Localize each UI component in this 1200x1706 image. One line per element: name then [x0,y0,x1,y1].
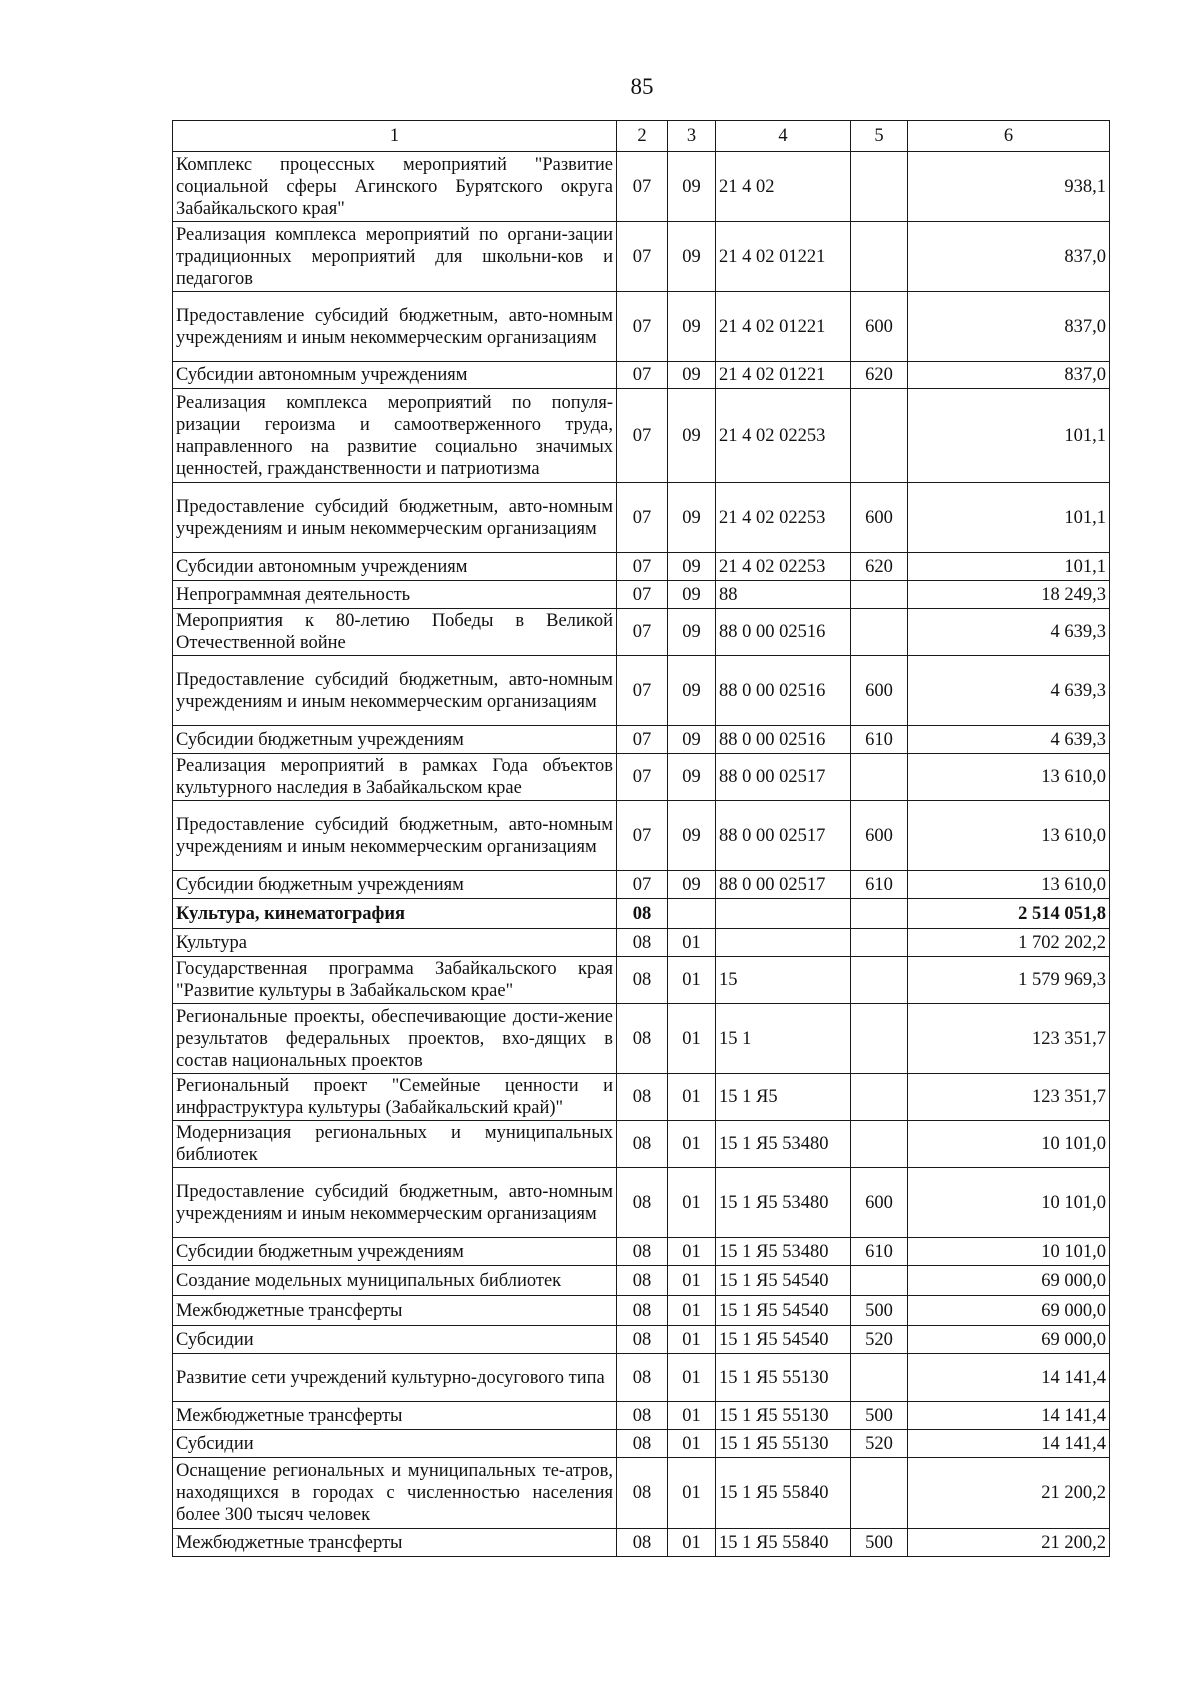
row-section-cell: 07 [617,222,668,292]
row-section-cell: 07 [617,362,668,389]
row-subsection-cell [668,899,716,929]
row-amount-cell: 69 000,0 [908,1326,1110,1354]
row-expense-type-cell [851,609,908,656]
row-section-cell: 08 [617,1004,668,1074]
row-amount-cell: 2 514 051,8 [908,899,1110,929]
row-section-cell: 08 [617,1354,668,1402]
table-row [173,899,1110,929]
row-subsection-cell: 01 [668,1354,716,1402]
row-amount-cell: 18 249,3 [908,581,1110,609]
row-subsection-cell: 09 [668,389,716,483]
table-row [173,1266,1110,1296]
table-row [173,1326,1110,1354]
table-row [173,581,1110,609]
row-section-cell: 07 [617,389,668,483]
row-expense-type-cell: 520 [851,1430,908,1458]
table-row [173,754,1110,801]
row-target-article-cell: 88 0 00 02516 [716,609,851,656]
row-subsection-cell: 09 [668,553,716,581]
row-target-article-cell: 88 0 00 02517 [716,801,851,871]
row-expense-type-cell [851,754,908,801]
row-target-article-cell: 15 1 Я5 54540 [716,1326,851,1354]
row-amount-cell: 14 141,4 [908,1430,1110,1458]
row-expense-type-cell [851,1121,908,1168]
row-section-cell: 08 [617,899,668,929]
row-expense-type-cell: 600 [851,292,908,362]
row-name-cell: Развитие сети учреждений культурно-досугового типа [173,1354,617,1402]
row-subsection-cell: 01 [668,1121,716,1168]
row-target-article-cell: 15 1 Я5 55840 [716,1458,851,1529]
row-subsection-cell: 09 [668,656,716,726]
row-expense-type-cell [851,1074,908,1121]
row-subsection-cell: 01 [668,1168,716,1238]
table-row [173,1402,1110,1430]
table-row [173,726,1110,754]
table-row [173,1430,1110,1458]
row-expense-type-cell: 610 [851,871,908,899]
row-name-cell: Региональные проекты, обеспечивающие дости-жение результатов федеральных проектов, вхо-дящих в состав национальных проектов [173,1004,617,1074]
column-header: 4 [716,121,851,152]
row-name-cell: Межбюджетные трансферты [173,1529,617,1557]
row-target-article-cell: 88 0 00 02516 [716,656,851,726]
column-header: 6 [908,121,1110,152]
row-subsection-cell: 09 [668,801,716,871]
row-target-article-cell: 15 1 [716,1004,851,1074]
row-target-article-cell: 21 4 02 01221 [716,292,851,362]
row-amount-cell: 837,0 [908,362,1110,389]
row-subsection-cell: 01 [668,957,716,1004]
row-amount-cell: 101,1 [908,389,1110,483]
row-amount-cell: 69 000,0 [908,1266,1110,1296]
row-expense-type-cell: 500 [851,1529,908,1557]
row-target-article-cell: 15 1 Я5 53480 [716,1168,851,1238]
row-name-cell: Реализация мероприятий в рамках Года объектов культурного наследия в Забайкальском крае [173,754,617,801]
row-section-cell: 08 [617,929,668,957]
column-number-row [173,121,1110,152]
row-amount-cell: 123 351,7 [908,1004,1110,1074]
row-target-article-cell: 15 [716,957,851,1004]
row-amount-cell: 4 639,3 [908,656,1110,726]
row-section-cell: 08 [617,1402,668,1430]
row-name-cell: Оснащение региональных и муниципальных те-атров, находящихся в городах с численностью населения более 300 тысяч человек [173,1458,617,1529]
row-target-article-cell [716,899,851,929]
page-number: 85 [630,74,654,99]
row-amount-cell: 123 351,7 [908,1074,1110,1121]
row-name-cell: Субсидии автономным учреждениям [173,553,617,581]
row-amount-cell: 21 200,2 [908,1529,1110,1557]
row-target-article-cell [716,929,851,957]
row-amount-cell: 14 141,4 [908,1402,1110,1430]
row-expense-type-cell: 600 [851,801,908,871]
row-section-cell: 08 [617,1458,668,1529]
row-amount-cell: 4 639,3 [908,726,1110,754]
table-row [173,609,1110,656]
row-section-cell: 08 [617,957,668,1004]
row-expense-type-cell [851,1004,908,1074]
row-expense-type-cell: 600 [851,483,908,553]
row-section-cell: 08 [617,1121,668,1168]
table-body [173,152,1110,1557]
row-name-cell: Субсидии [173,1326,617,1354]
table-row [173,957,1110,1004]
row-section-cell: 07 [617,152,668,222]
row-amount-cell: 13 610,0 [908,801,1110,871]
table-row [173,1074,1110,1121]
row-target-article-cell: 15 1 Я5 53480 [716,1121,851,1168]
row-section-cell: 07 [617,801,668,871]
table-row [173,1354,1110,1402]
row-name-cell: Предоставление субсидий бюджетным, авто-номным учреждениям и иным некоммерческим организациям [173,1168,617,1238]
row-name-cell: Субсидии бюджетным учреждениям [173,726,617,754]
table-row [173,1004,1110,1074]
row-subsection-cell: 01 [668,1326,716,1354]
row-expense-type-cell: 520 [851,1326,908,1354]
row-section-cell: 07 [617,609,668,656]
row-amount-cell: 837,0 [908,292,1110,362]
row-expense-type-cell: 610 [851,726,908,754]
row-section-cell: 08 [617,1430,668,1458]
row-subsection-cell: 09 [668,362,716,389]
row-expense-type-cell: 500 [851,1296,908,1326]
row-section-cell: 07 [617,553,668,581]
row-expense-type-cell: 600 [851,656,908,726]
row-amount-cell: 10 101,0 [908,1121,1110,1168]
row-expense-type-cell [851,899,908,929]
row-name-cell: Межбюджетные трансферты [173,1296,617,1326]
row-section-cell: 07 [617,726,668,754]
row-amount-cell: 13 610,0 [908,871,1110,899]
row-target-article-cell: 21 4 02 02253 [716,389,851,483]
table-row [173,362,1110,389]
row-name-cell: Предоставление субсидий бюджетным, авто-номным учреждениям и иным некоммерческим организациям [173,801,617,871]
row-subsection-cell: 01 [668,1458,716,1529]
row-name-cell: Модернизация региональных и муниципальных библиотек [173,1121,617,1168]
row-section-cell: 08 [617,1168,668,1238]
column-header: 2 [617,121,668,152]
row-subsection-cell: 09 [668,726,716,754]
table-row [173,483,1110,553]
column-header: 1 [173,121,617,152]
row-target-article-cell: 21 4 02 02253 [716,483,851,553]
row-target-article-cell: 15 1 Я5 55130 [716,1354,851,1402]
table-row [173,1121,1110,1168]
row-amount-cell: 10 101,0 [908,1238,1110,1266]
row-target-article-cell: 88 0 00 02516 [716,726,851,754]
row-target-article-cell: 88 [716,581,851,609]
row-subsection-cell: 01 [668,1238,716,1266]
row-name-cell: Реализация комплекса мероприятий по органи-зации традиционных мероприятий для школьни-ков и педагогов [173,222,617,292]
row-name-cell: Комплекс процессных мероприятий "Развитие социальной сферы Агинского Бурятского округа Забайкальского края" [173,152,617,222]
row-amount-cell: 938,1 [908,152,1110,222]
row-amount-cell: 4 639,3 [908,609,1110,656]
row-subsection-cell: 09 [668,581,716,609]
row-subsection-cell: 01 [668,1266,716,1296]
row-amount-cell: 69 000,0 [908,1296,1110,1326]
row-subsection-cell: 01 [668,1529,716,1557]
row-expense-type-cell [851,1354,908,1402]
row-expense-type-cell [851,1458,908,1529]
row-name-cell: Культура, кинематография [173,899,617,929]
row-amount-cell: 13 610,0 [908,754,1110,801]
row-expense-type-cell [851,929,908,957]
row-amount-cell: 837,0 [908,222,1110,292]
row-amount-cell: 1 579 969,3 [908,957,1110,1004]
row-subsection-cell: 09 [668,871,716,899]
row-section-cell: 07 [617,581,668,609]
row-name-cell: Мероприятия к 80-летию Победы в Великой Отечественной войне [173,609,617,656]
table-row [173,1529,1110,1557]
row-section-cell: 07 [617,871,668,899]
row-name-cell: Межбюджетные трансферты [173,1402,617,1430]
row-name-cell: Реализация комплекса мероприятий по популя-ризации героизма и самоотверженного труда, направленного на развитие социально значимых ценностей, гражданственности и патриотизма [173,389,617,483]
row-expense-type-cell [851,222,908,292]
row-expense-type-cell: 500 [851,1402,908,1430]
row-name-cell: Субсидии автономным учреждениям [173,362,617,389]
row-subsection-cell: 09 [668,292,716,362]
row-target-article-cell: 15 1 Я5 55130 [716,1402,851,1430]
row-expense-type-cell [851,581,908,609]
row-section-cell: 07 [617,656,668,726]
row-section-cell: 08 [617,1266,668,1296]
table-row [173,222,1110,292]
row-target-article-cell: 21 4 02 01221 [716,222,851,292]
row-name-cell: Предоставление субсидий бюджетным, авто-номным учреждениям и иным некоммерческим организациям [173,656,617,726]
row-target-article-cell: 15 1 Я5 53480 [716,1238,851,1266]
row-expense-type-cell: 620 [851,362,908,389]
table-row [173,929,1110,957]
column-header: 5 [851,121,908,152]
row-section-cell: 08 [617,1326,668,1354]
table-row [173,292,1110,362]
row-subsection-cell: 01 [668,1004,716,1074]
row-expense-type-cell: 600 [851,1168,908,1238]
row-target-article-cell: 15 1 Я5 55130 [716,1430,851,1458]
row-section-cell: 07 [617,483,668,553]
row-expense-type-cell [851,152,908,222]
row-section-cell: 08 [617,1074,668,1121]
row-amount-cell: 10 101,0 [908,1168,1110,1238]
row-target-article-cell: 15 1 Я5 55840 [716,1529,851,1557]
table-row [173,553,1110,581]
row-section-cell: 08 [617,1296,668,1326]
row-name-cell: Непрограммная деятельность [173,581,617,609]
row-target-article-cell: 15 1 Я5 54540 [716,1266,851,1296]
row-subsection-cell: 09 [668,609,716,656]
row-expense-type-cell: 610 [851,1238,908,1266]
row-section-cell: 07 [617,292,668,362]
row-subsection-cell: 01 [668,1296,716,1326]
row-subsection-cell: 01 [668,929,716,957]
row-subsection-cell: 01 [668,1430,716,1458]
row-subsection-cell: 09 [668,483,716,553]
row-expense-type-cell [851,1266,908,1296]
table-row [173,1458,1110,1529]
table-row [173,1168,1110,1238]
row-expense-type-cell [851,957,908,1004]
column-header: 3 [668,121,716,152]
row-target-article-cell: 15 1 Я5 54540 [716,1296,851,1326]
row-name-cell: Субсидии бюджетным учреждениям [173,1238,617,1266]
row-name-cell: Субсидии [173,1430,617,1458]
row-name-cell: Субсидии бюджетным учреждениям [173,871,617,899]
table-row [173,1238,1110,1266]
row-section-cell: 08 [617,1529,668,1557]
budget-table [172,120,1110,1557]
row-target-article-cell: 15 1 Я5 [716,1074,851,1121]
row-name-cell: Предоставление субсидий бюджетным, авто-номным учреждениям и иным некоммерческим организациям [173,483,617,553]
table-row [173,389,1110,483]
row-section-cell: 07 [617,754,668,801]
row-name-cell: Государственная программа Забайкальского края "Развитие культуры в Забайкальском крае" [173,957,617,1004]
row-expense-type-cell: 620 [851,553,908,581]
table-row [173,871,1110,899]
row-amount-cell: 1 702 202,2 [908,929,1110,957]
row-subsection-cell: 01 [668,1402,716,1430]
row-name-cell: Создание модельных муниципальных библиотек [173,1266,617,1296]
row-amount-cell: 101,1 [908,553,1110,581]
table-row [173,656,1110,726]
row-subsection-cell: 01 [668,1074,716,1121]
row-target-article-cell: 21 4 02 [716,152,851,222]
row-name-cell: Предоставление субсидий бюджетным, авто-номным учреждениям и иным некоммерческим организациям [173,292,617,362]
table-row [173,152,1110,222]
row-target-article-cell: 88 0 00 02517 [716,871,851,899]
row-amount-cell: 14 141,4 [908,1354,1110,1402]
row-subsection-cell: 09 [668,754,716,801]
row-name-cell: Региональный проект "Семейные ценности и инфраструктура культуры (Забайкальский край)" [173,1074,617,1121]
row-target-article-cell: 21 4 02 02253 [716,553,851,581]
table-row [173,801,1110,871]
row-target-article-cell: 21 4 02 01221 [716,362,851,389]
row-expense-type-cell [851,389,908,483]
row-target-article-cell: 88 0 00 02517 [716,754,851,801]
row-subsection-cell: 09 [668,222,716,292]
row-amount-cell: 101,1 [908,483,1110,553]
row-subsection-cell: 09 [668,152,716,222]
row-name-cell: Культура [173,929,617,957]
row-amount-cell: 21 200,2 [908,1458,1110,1529]
table-row [173,1296,1110,1326]
row-section-cell: 08 [617,1238,668,1266]
